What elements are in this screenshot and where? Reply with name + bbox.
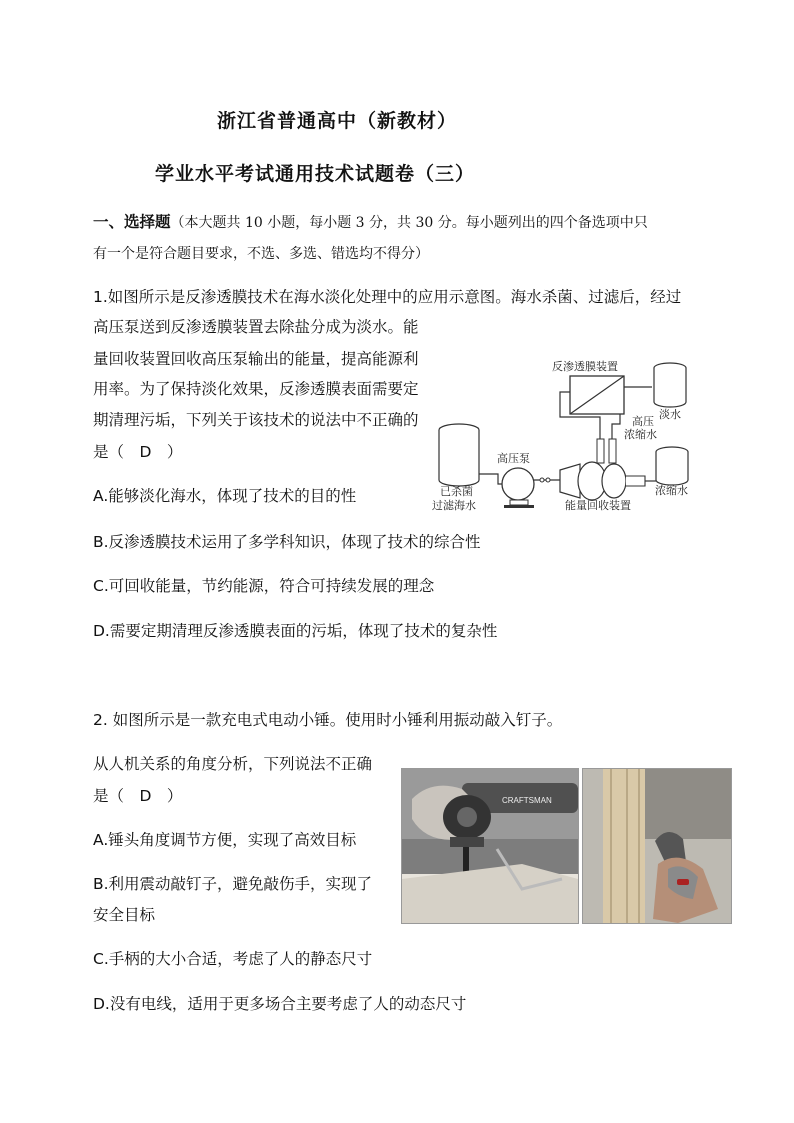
q2-option-a: A.锤头角度调节方便，实现了高效目标 (93, 831, 357, 849)
q1-line-1: 1.如图所示是反渗透膜技术在海水淡化处理中的应用示意图。海水杀菌、过滤后，经过 (93, 288, 682, 306)
ro-membrane-unit (570, 376, 624, 414)
hammer-photo-1-art (402, 769, 578, 923)
concentrate-tank (656, 447, 688, 485)
section-heading (93, 210, 648, 232)
photo-brand: CRAFTSMAN (502, 796, 552, 805)
q1-line-2: 高压泵送到反渗透膜装置去除盐分成为淡水。能 (93, 318, 419, 336)
label-hp-conc-1: 高压 (632, 415, 654, 428)
hammer-photo-2-art (583, 769, 731, 923)
label-fresh-water: 淡水 (659, 408, 681, 421)
q1-option-b: B.反渗透膜技术运用了多学科知识，体现了技术的综合性 (93, 533, 481, 551)
label-pump: 高压泵 (497, 452, 530, 465)
title-line-1: 浙江省普通高中（新教材） (217, 110, 458, 132)
section-title: 一、选择题 (93, 213, 171, 231)
label-seawater-1: 已杀菌 (440, 485, 473, 498)
label-conc-water: 浓缩水 (655, 484, 688, 497)
energy-recovery-unit (560, 439, 645, 500)
label-hp-conc-2: 浓缩水 (624, 428, 657, 441)
q1-line-3: 量回收装置回收高压泵输出的能量，提高能源利 (93, 350, 419, 368)
q2-option-b-2: 安全目标 (93, 906, 156, 924)
title-line-2: 学业水平考试通用技术试题卷（三） (155, 163, 476, 185)
q1-option-d: D.需要定期清理反渗透膜表面的污垢，体现了技术的复杂性 (93, 622, 498, 640)
q1-line-5: 期清理污垢，下列关于该技术的说法中不正确的 (93, 411, 419, 429)
q2-line-1: 2. 如图所示是一款充电式电动小锤。使用时小锤利用振动敲入钉子。 (93, 711, 563, 729)
seawater-tank (439, 424, 479, 486)
desalination-diagram (430, 352, 720, 527)
label-seawater-2: 过滤海水 (432, 499, 476, 512)
q2-option-d: D.没有电线，适用于更多场合主要考虑了人的动态尺寸 (93, 995, 467, 1013)
q1-line-4: 用率。为了保持淡化效果，反渗透膜表面需要定 (93, 380, 419, 398)
q2-option-b-1: B.利用震动敲钉子，避免敲伤手，实现了 (93, 875, 373, 893)
label-energy: 能量回收装置 (565, 499, 631, 512)
q2-line-2: 从人机关系的角度分析，下列说法不正确 (93, 755, 373, 773)
high-pressure-pump (502, 468, 534, 508)
section-note-1: （本大题共 10 小题，每小题 3 分，共 30 分。每小题列出的四个备选项中只 (170, 215, 648, 231)
q2-option-c: C.手柄的大小合适，考虑了人的静态尺寸 (93, 950, 373, 968)
q1-line-6: 是（ D ） (93, 443, 183, 461)
section-note-2: 有一个是符合题目要求，不选、多选、错选均不得分） (93, 246, 429, 262)
q1-option-a: A.能够淡化海水，体现了技术的目的性 (93, 487, 357, 505)
hammer-photo-1 (401, 768, 579, 924)
fresh-water-tank (654, 363, 686, 407)
hammer-photo-2 (582, 768, 732, 924)
q2-line-3: 是（ D ） (93, 787, 183, 805)
label-membrane: 反渗透膜装置 (552, 360, 618, 373)
q1-option-c: C.可回收能量，节约能源，符合可持续发展的理念 (93, 577, 435, 595)
